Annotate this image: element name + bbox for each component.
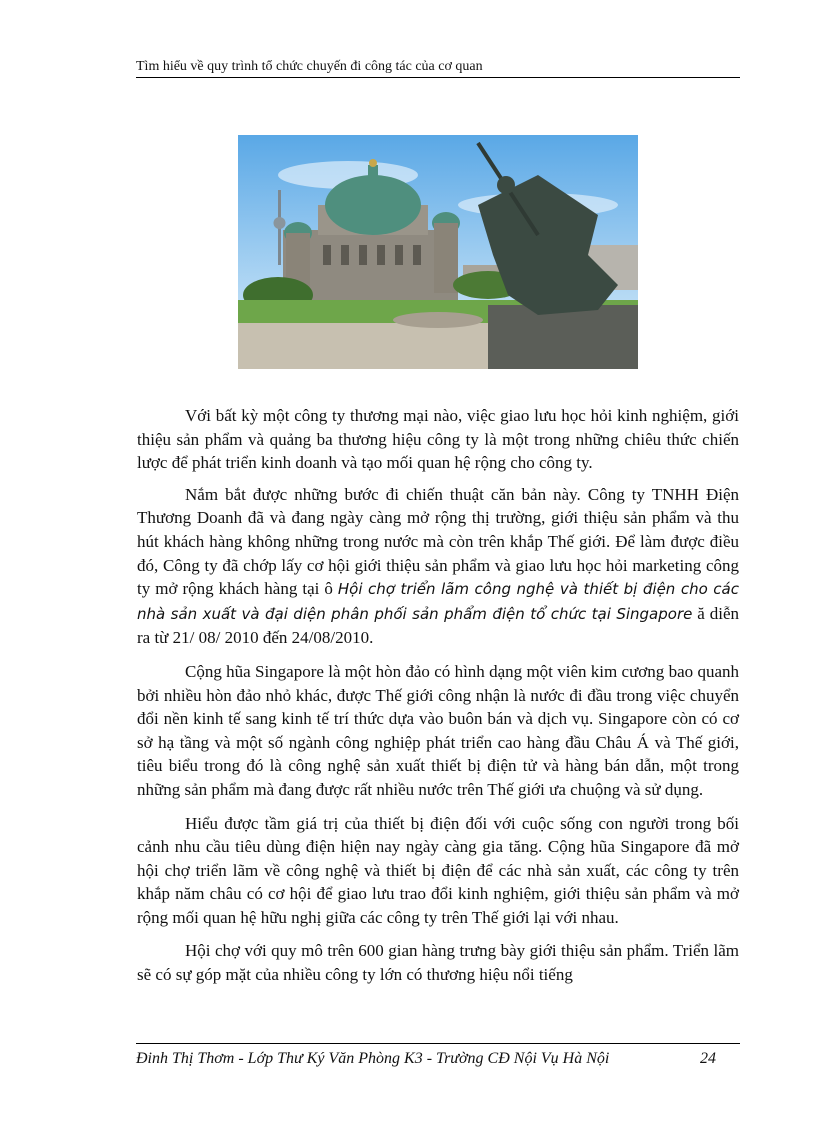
document-body [137, 404, 739, 997]
page-number: 24 [700, 1050, 716, 1067]
paragraph-company [137, 483, 739, 650]
page-header: Tìm hiểu về quy trình tổ chức chuyến đi công tác của cơ quan [136, 59, 483, 74]
berlin-cathedral-statue-photo [238, 135, 638, 369]
fair-name-italic: Hội chợ triển lãm công nghệ và thiết bị điện cho các nhà sản xuất và đại diện phân phối sản phẩm điện tổ chức tại Singapore [137, 580, 739, 623]
footer-divider [136, 1043, 740, 1044]
paragraph-singapore: Cộng hũa Singapore là một hòn đảo có hình dạng một viên kim cương bao quanh bởi nhiều hòn đảo nhỏ khác, được Thế giới công nhận là nước đi đầu trong việc chuyển đổi nền kinh tế sang kinh tế trí thức dựa vào buôn bán và dịch vụ. Singapore còn có cơ sở hạ tầng và một số ngành công nghiệp phát triển cao hàng đầu Châu Á và Thế giới, tiêu biểu trong đó là công nghệ sản xuất thiết bị điện tử và hàng bán dẫn, một trong những sản phẩm mà đang được rất nhiều nước trên Thế giới ưa chuộng và sử dụng. [137, 661, 739, 799]
paragraph-value: Hiểu được tầm giá trị của thiết bị điện đối với cuộc sống con người trong bối cảnh nhu cầu tiêu dùng điện hiện nay ngày càng gia tăng. Cộng hũa Singapore đã mở hội chợ triển lãm về công nghệ và thiết bị điện để các nhà sản xuất, các công ty trên khắp năm châu có cơ hội để giao lưu trao đổi kinh nghiệm, giới thiệu sản phẩm và mở rộng mối quan hệ hữu nghị giữa các công ty trên Thế giới lại với nhau. [137, 813, 739, 927]
paragraph-fair-scale: Hội chợ với quy mô trên 600 gian hàng trưng bày giới thiệu sản phẩm. Triển lãm sẽ có sự góp mặt của nhiều công ty lớn có thương hiệu nổi tiếng [137, 941, 739, 985]
paragraph-intro: Với bất kỳ một công ty thương mại nào, việc giao lưu học hỏi kinh nghiệm, giới thiệu sản phẩm và quảng ba thương hiệu công ty là một trong những chiêu thức chiến lược để phát triển kinh doanh và tạo mối quan hệ rộng cho công ty. [137, 406, 739, 473]
page-footer: Đinh Thị Thơm - Lớp Thư Ký Văn Phòng K3 - Trường CĐ Nội Vụ Hà Nội [136, 1050, 610, 1067]
header-divider [136, 77, 740, 78]
paragraph-company-text-1: Nắm bắt được những bước đi chiến thuật căn bản này. Công ty TNHH Điện Thương Doanh đã và đang ngày càng mở rộng thị trường, giới thiệu sản phẩm và thu hút khách hàng không những trong nước mà còn trên khắp Thế giới. Để làm được điều đó, Công ty đã chớp lấy cơ hội giới thiệu sản phẩm và giao lưu học hỏi marketing công ty mở rộng khách hàng tại ô [137, 484, 739, 599]
paragraph-company-text-2: ă diễn ra từ 21/ 08/ 2010 đến 24/08/2010. [137, 603, 739, 648]
